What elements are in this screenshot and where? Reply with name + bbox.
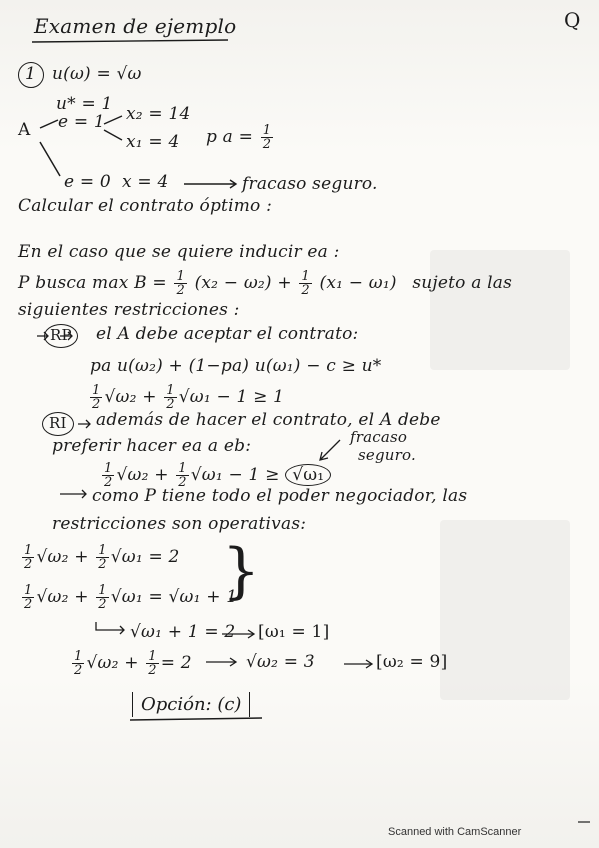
outcome-x1: x₁ = 4 xyxy=(126,132,180,152)
frac-num: 1 xyxy=(176,269,185,284)
sys2-a: √ω₂ + xyxy=(36,587,89,607)
fraction xyxy=(146,650,158,677)
frac-num: 1 xyxy=(104,461,113,476)
p-busca-label: P busca max B = xyxy=(18,273,167,293)
frac-den: 2 xyxy=(24,597,33,612)
derivation-1: √ω₁ + 1 = 2 xyxy=(130,622,236,642)
rp-equation-2 xyxy=(88,384,284,411)
frac-den: 2 xyxy=(301,283,310,298)
frac-den: 2 xyxy=(74,663,83,678)
frac-num: 1 xyxy=(166,383,175,398)
rp-label: RP xyxy=(50,326,72,344)
probability-pa xyxy=(206,124,275,151)
pa-fraction xyxy=(261,124,273,151)
sujeto-label: sujeto a las xyxy=(412,273,513,293)
fracaso-note-a: fracaso xyxy=(350,428,408,446)
siguientes-line: siguientes restricciones : xyxy=(18,300,240,320)
fraction xyxy=(96,544,108,571)
frac-num: 1 xyxy=(178,461,187,476)
problem-number: 1 xyxy=(25,64,37,84)
frac-den: 2 xyxy=(176,283,185,298)
rp-eq2-a: √ω₂ + xyxy=(104,387,157,407)
fraction xyxy=(176,462,188,489)
rp-equation: pa u(ω₂) + (1−pa) u(ω₁) − c ≥ u* xyxy=(90,356,382,376)
derivation-2-result: √ω₂ = 3 xyxy=(246,652,315,672)
frac-den: 2 xyxy=(104,475,113,490)
fraction xyxy=(96,584,108,611)
como-p-line: como P tiene todo el poder negociador, las xyxy=(92,486,468,506)
frac-num: 1 xyxy=(24,543,33,558)
frac-num: 1 xyxy=(301,269,310,284)
effort-low: e = 0 xyxy=(64,172,111,192)
fraction xyxy=(72,650,84,677)
ri-eq-b: √ω₁ − 1 ≥ xyxy=(190,465,280,485)
system-eq-2 xyxy=(20,584,237,611)
sys1-a: √ω₂ + xyxy=(36,547,89,567)
corner-mark: Q xyxy=(564,8,581,32)
pa-label: p a = xyxy=(206,127,254,147)
fracaso-seguro: fracaso seguro. xyxy=(242,174,378,194)
frac-den: 2 xyxy=(98,557,107,572)
derive2-b: = 2 xyxy=(160,653,192,673)
fraction xyxy=(299,270,311,297)
frac-den: 2 xyxy=(166,397,175,412)
rp-eq2-b: √ω₁ − 1 ≥ 1 xyxy=(178,387,285,407)
frac-num: 1 xyxy=(98,583,107,598)
rp-text: el A debe aceptar el contrato: xyxy=(96,324,359,344)
frac-den: 2 xyxy=(98,597,107,612)
p-busca-expr1: (x₂ − ω₂) + xyxy=(194,273,292,293)
derivation-2 xyxy=(70,650,192,677)
frac-den: 2 xyxy=(24,557,33,572)
fracaso-note-b: seguro. xyxy=(358,446,416,464)
reserve-utility: u* = 1 xyxy=(56,94,113,114)
outcome-x2: x₂ = 14 xyxy=(126,104,191,124)
calcular-line: Calcular el contrato óptimo : xyxy=(18,196,272,216)
frac-num: 1 xyxy=(98,543,107,558)
frac-num: 1 xyxy=(148,649,157,664)
outcome-low: x = 4 xyxy=(122,172,169,192)
sys1-b: √ω₁ = 2 xyxy=(110,547,180,567)
system-brace: } xyxy=(222,536,261,606)
effort-high: e = 1 xyxy=(58,112,105,132)
scanner-watermark: Scanned with CamScanner xyxy=(388,826,522,838)
result-omega1: [ω₁ = 1] xyxy=(258,622,330,642)
system-eq-1 xyxy=(20,544,180,571)
p-busca-line xyxy=(18,270,512,297)
frac-num: 1 xyxy=(92,383,101,398)
ri-text-2: preferir hacer ea a eb: xyxy=(52,436,252,456)
frac-den: 2 xyxy=(148,663,157,678)
answer-box: Opción: (c) xyxy=(132,692,250,717)
pa-den: 2 xyxy=(262,137,272,152)
sys2-b: √ω₁ = √ω₁ + 1 xyxy=(110,587,238,607)
utility-function: u(ω) = √ω xyxy=(52,64,142,84)
agent-label: A xyxy=(18,120,31,140)
frac-den: 2 xyxy=(92,397,101,412)
ri-eq-a: √ω₂ + xyxy=(116,465,169,485)
frac-num: 1 xyxy=(74,649,83,664)
ri-label: RI xyxy=(49,414,67,432)
ri-equation xyxy=(100,462,331,489)
ri-eq-circled: √ω₁ xyxy=(285,464,331,486)
restricciones-operativas: restricciones son operativas: xyxy=(52,514,307,534)
pa-num: 1 xyxy=(262,123,272,138)
result-omega2: [ω₂ = 9] xyxy=(376,652,448,672)
fraction xyxy=(102,462,114,489)
fraction xyxy=(164,384,176,411)
fraction xyxy=(174,270,186,297)
frac-den: 2 xyxy=(178,475,187,490)
ri-text: además de hacer el contrato, el A debe xyxy=(96,410,441,430)
fraction xyxy=(90,384,102,411)
derive2-a: √ω₂ + xyxy=(86,653,139,673)
fraction xyxy=(22,544,34,571)
frac-num: 1 xyxy=(24,583,33,598)
caso-line: En el caso que se quiere inducir ea : xyxy=(18,242,340,262)
page-title: Examen de ejemplo xyxy=(34,14,237,38)
fraction xyxy=(22,584,34,611)
p-busca-expr2: (x₁ − ω₁) xyxy=(319,273,397,293)
